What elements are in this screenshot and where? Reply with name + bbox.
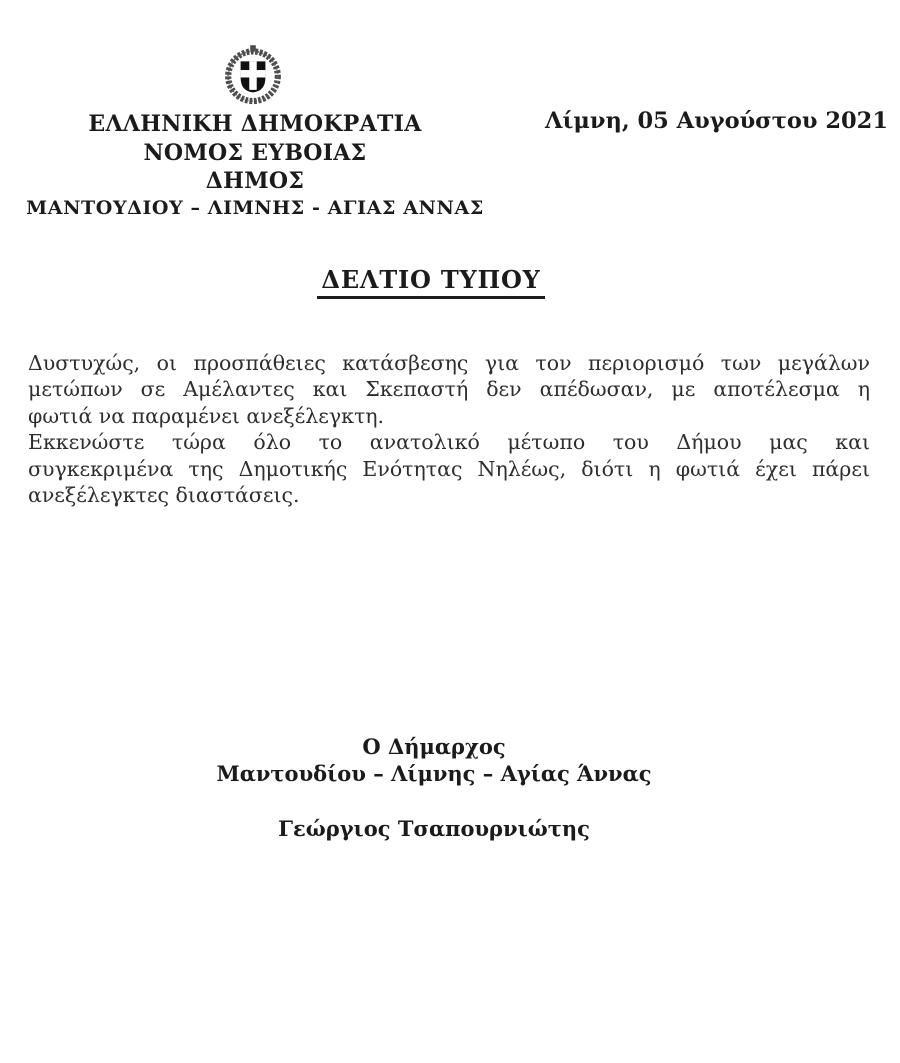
signature-role-line-2: Μαντουδίου – Λίμνης – Αγίας Άννας bbox=[216, 760, 652, 786]
dateline: Λίμνη, 05 Αυγούστου 2021 bbox=[545, 108, 888, 134]
body-text-line: μετώπων σε Αμέλαντες και Σκεπαστή δεν απέδωσαν, με αποτέλεσμα η bbox=[28, 377, 870, 402]
org-line-municipality: ΔΗΜΟΣ bbox=[205, 168, 305, 194]
title-wrap bbox=[0, 265, 862, 299]
body-text-line: Εκκενώστε τώρα όλο το ανατολικό μέτωπο του Δήμου μας και bbox=[28, 430, 870, 455]
signature-block bbox=[134, 734, 734, 843]
header-org-block bbox=[14, 110, 496, 221]
body-text-line: ανεξέλεγκτες διαστάσεις. bbox=[28, 483, 300, 508]
coat-of-arms-icon bbox=[222, 44, 284, 106]
signature-name: Γεώργιος Τσαπουρνιώτης bbox=[278, 816, 590, 841]
body-text-line: Δυστυχώς, οι προσπάθειες κατάσβεσης για τον περιορισμό των μεγάλων bbox=[28, 351, 870, 375]
greek-coat-of-arms-emblem bbox=[222, 44, 284, 106]
org-line-republic: ΕΛΛΗΝΙΚΗ ΔΗΜΟΚΡΑΤΙΑ bbox=[88, 111, 422, 137]
paragraph-1 bbox=[28, 350, 870, 429]
signature-role-line-1: Ο Δήμαρχος bbox=[362, 734, 506, 759]
org-line-prefecture: ΝΟΜΟΣ ΕΥΒΟΙΑΣ bbox=[143, 139, 367, 166]
org-line-municipality-name: ΜΑΝΤΟΥΔΙΟΥ – ΛΙΜΝΗΣ - ΑΓΙΑΣ ΑΝΝΑΣ bbox=[26, 196, 484, 219]
paragraph-2 bbox=[28, 429, 870, 508]
body-text-line: φωτιά να παραμένει ανεξέλεγκτη. bbox=[28, 403, 385, 428]
body-text bbox=[28, 350, 870, 508]
body-text-line: συγκεκριμένα της Δημοτικής Ενότητας Νηλέως, διότι η φωτιά έχει πάρει bbox=[28, 456, 870, 481]
press-release-title: ΔΕΛΤΙΟ ΤΥΠΟΥ bbox=[317, 265, 544, 299]
